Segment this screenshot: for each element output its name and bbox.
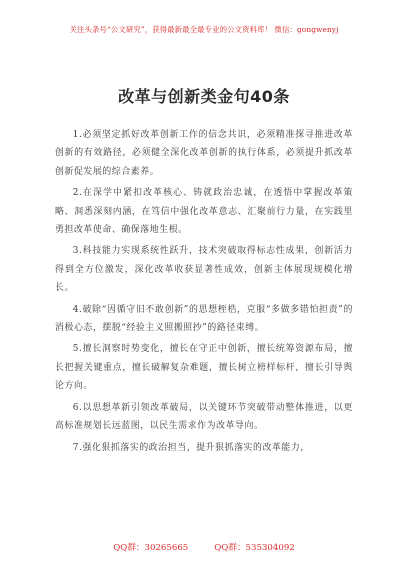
paragraph-1: 1.必须坚定抓好改革创新工作的信念共识，必须精准探寻推进改革创新的有效路径，必须健全深化改革创新的执行体系，必须提升抓改革创新促发展的综合素养。 <box>55 130 353 177</box>
document-body <box>55 126 353 460</box>
paragraph-5: 5.擅长洞察时势变化，擅长在守正中创新，擅长统筹资源布局，擅长把握关键重点，擅长破解复杂难题，擅长树立榜样标杆，擅长引导舆论方向。 <box>55 344 353 392</box>
paragraph-2: 2.在深学中紧扣改革核心、铸就政治忠诚，在透悟中掌握改革策略、洞悉深刻内涵，在笃信中强化改革意志、汇聚前行力量，在实践里勇担改革使命、确保落地生根。 <box>55 188 353 236</box>
page-title: 改革与创新类金句40条 <box>118 87 290 106</box>
footer-qq-group-2: QQ群：535304092 <box>214 543 295 553</box>
paragraph-4: 4.破除“因循守旧不敢创新”的思想桎梏，克服“多做多错怕担责”的消极心态，摆脱“经验主义照搬照抄”的路径束缚。 <box>55 304 353 334</box>
header-note: 关注头条号“公文研究”，获得最新最全最专业的公文资料库！ 微信：gongwenyj <box>69 25 339 34</box>
paragraph-3: 3.科技能力实现系统性跃升，技术突破取得标志性成果，创新活力得到全方位激发，深化改革收获显著性成效，创新主体展现规模化增长。 <box>55 246 353 294</box>
footer-contact <box>0 541 408 553</box>
paragraph-6: 6.以思想革新引领改革破局，以关键环节突破带动整体推进，以更高标准规划长远蓝图，以民生需求作为改革导向。 <box>55 402 353 432</box>
paragraph-7: 7.强化狠抓落实的政治担当，提升狠抓落实的改革能力， <box>72 442 310 453</box>
footer-qq-group-1: QQ群：30265665 <box>113 543 189 553</box>
